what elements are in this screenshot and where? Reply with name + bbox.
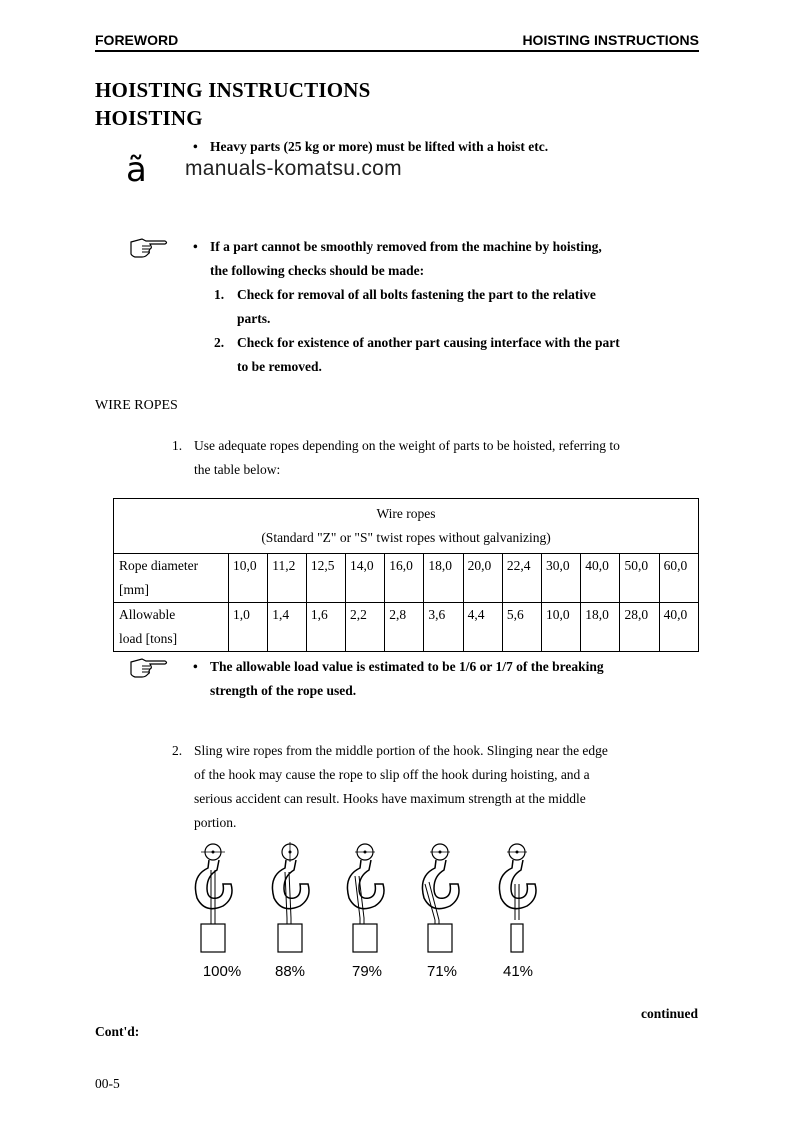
table-cell: 11,2 [268,554,307,603]
table-cell: 22,4 [502,554,541,603]
note1-bullet: • [193,239,198,254]
contd-label: Cont'd: [95,1024,140,1039]
table-cell: 18,0 [424,554,463,603]
check-item-number: 1. [214,287,225,302]
step-text: of the hook may cause the rope to slip off the hook during hoisting, and a [194,767,590,782]
table-header-row [114,499,699,554]
row-label-cell [114,603,229,652]
hook-diagram [180,840,550,960]
table-row [114,554,699,603]
note1-line: the following checks should be made: [210,263,425,278]
table-cell: 5,6 [502,603,541,652]
table-cell: 12,5 [306,554,345,603]
pointing-hand-icon [130,236,170,258]
row-label: Rope diameter [119,558,199,573]
hook-strength-label: 88% [274,963,306,980]
wire-rope-table [113,498,699,652]
table-cell: 10,0 [542,603,581,652]
check-item-number: 2. [214,335,225,350]
table-header-cell [114,499,699,554]
table-cell: 18,0 [581,603,620,652]
table-cell: 2,2 [346,603,385,652]
step-text: Sling wire ropes from the middle portion of the hook. Slinging near the edge [194,743,608,758]
header-divider [95,50,699,52]
section-title: HOISTING [95,106,203,130]
table-cell: 2,8 [385,603,424,652]
check-item-text: Check for existence of another part causing interface with the part [237,335,620,350]
step-number: 2. [172,743,183,758]
crane-hook-icon [347,844,384,952]
table-cell: 1,4 [268,603,307,652]
table-cell: 20,0 [463,554,502,603]
row-label: Allowable [119,607,176,622]
row-label-unit: load [tons] [119,631,178,646]
table-header-subtitle: (Standard "Z" or "S" twist ropes without galvanizing) [261,530,551,545]
continued-label: continued [640,1006,698,1021]
step-text: the table below: [194,462,281,477]
intro-text: Heavy parts (25 kg or more) must be lifted with a hoist etc. [210,139,549,154]
table-cell: 14,0 [346,554,385,603]
hook-strength-label: 100% [202,963,242,980]
header-chapter-label: HOISTING INSTRUCTIONS [522,32,699,48]
step-text: serious accident can result. Hooks have maximum strength at the middle [194,791,586,806]
check-item-text: to be removed. [237,359,322,374]
table-cell: 1,0 [229,603,268,652]
crane-hook-icon [195,844,232,952]
page-title: HOISTING INSTRUCTIONS [95,78,371,102]
crane-hook-icon [499,844,536,952]
check-item-text: Check for removal of all bolts fastening the part to the relative [237,287,596,302]
note2-line: The allowable load value is estimated to be 1/6 or 1/7 of the breaking [210,659,604,674]
check-item-text: parts. [237,311,271,326]
table-header-title: Wire ropes [376,506,436,521]
note2-line: strength of the rope used. [210,683,357,698]
table-cell: 4,4 [463,603,502,652]
table-cell: 40,0 [581,554,620,603]
step-text: Use adequate ropes depending on the weight of parts to be hoisted, referring to [194,438,620,453]
step-text: portion. [194,815,237,830]
stray-glyph: ã [126,150,147,190]
watermark: manuals-komatsu.com [185,157,402,180]
header-section-label: FOREWORD [95,32,179,48]
note1-line: If a part cannot be smoothly removed from the machine by hoisting, [210,239,602,254]
table-cell: 40,0 [659,603,698,652]
note2-bullet: • [193,659,198,674]
crane-hook-icon [272,842,309,952]
pointing-hand-icon [130,656,170,678]
table-cell: 3,6 [424,603,463,652]
hook-strength-label: 41% [502,963,534,980]
table-cell: 16,0 [385,554,424,603]
wire-ropes-heading: WIRE ROPES [95,398,178,413]
table-row [114,603,699,652]
intro-bullet: • [193,139,198,154]
row-label-cell [114,554,229,603]
table-cell: 1,6 [306,603,345,652]
step-number: 1. [172,438,183,453]
hook-strength-label: 79% [351,963,383,980]
hook-strength-label: 71% [426,963,458,980]
page-number: 00-5 [95,1076,120,1091]
table-cell: 30,0 [542,554,581,603]
crane-hook-icon [422,844,459,952]
table-cell: 10,0 [229,554,268,603]
table-cell: 28,0 [620,603,659,652]
table-cell: 50,0 [620,554,659,603]
table-cell: 60,0 [659,554,698,603]
row-label-unit: [mm] [119,582,149,597]
